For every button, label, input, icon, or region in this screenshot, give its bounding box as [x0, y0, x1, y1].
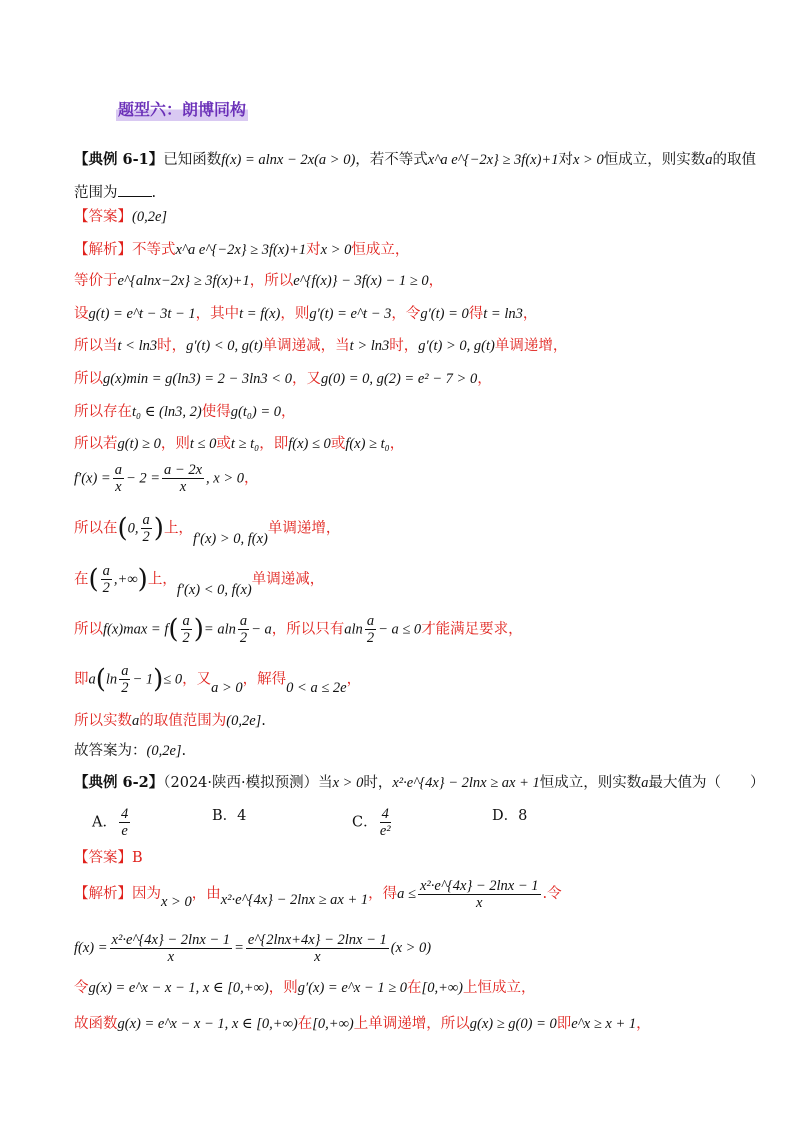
answer-blank	[118, 184, 152, 197]
analysis-step-13: 所以实数a的取值范围为(0,2e].	[74, 713, 266, 729]
analysis-step-12: 即a(ln $\frac{a}{2}$ − 1)≤ 0，又a > 0，解得0 < a ≤ 2e，	[74, 663, 362, 696]
example-6-1-stem: 【典例 6-1】已知函数f(x) = alnx − 2x(a > 0)，若不等式x^a e^{−2x} ≥ 3f(x)+1对x > 0恒成立，则实数a的取值	[74, 151, 756, 168]
answer-value: B	[132, 850, 143, 866]
analysis-step-2: 等价于e^{alnx−2x} ≥ 3f(x)+1，所以e^{f(x)} − 3f(x) − 1 ≥ 0，	[74, 273, 444, 289]
analysis-2-step-4: 故函数g(x) = e^x − x − 1, x ∈ [0,+∞)在[0,+∞)上单调递增，所以g(x) ≥ g(0) = 0即e^x ≥ x + 1，	[74, 1016, 651, 1032]
analysis-2-step-3: 令g(x) = e^x − x − 1, x ∈ [0,+∞)，则g′(x) = e^x − 1 ≥ 0在[0,+∞)上恒成立，	[74, 980, 536, 996]
example-6-2-stem: 【典例 6-2】（2024·陕西·模拟预测）当x > 0时，x²·e^{4x} − 2lnx ≥ ax + 1恒成立，则实数a最大值为（ ）	[74, 774, 765, 791]
analysis-step-6: 所以存在t₀ ∈ (ln3, 2)使得g(t₀) = 0，	[74, 404, 296, 420]
analysis-step-11: 所以f(x)max = f( $\frac{a}{2}$ )= aln $\frac{a}{2}$ − a，所以只有aln $\frac{a}{2}$ − a ≤ 0才能满足要求，	[74, 613, 523, 646]
analysis-step-3: 设g(t) = e^t − 3t − 1，其中t = f(x)，则g′(t) = e^t − 3，令g′(t) = 0得t = ln3，	[74, 306, 538, 322]
section-heading: 题型六：朗博同构	[116, 96, 248, 121]
example-6-1-stem-line2: 范围为 .	[74, 185, 157, 201]
answer-tag: 【答案】	[74, 209, 132, 225]
answer-line	[74, 207, 740, 227]
option-a[interactable]: A． $\frac{4}{e}$	[92, 806, 129, 839]
final-answer-line: 故答案为：(0,2e].	[74, 743, 187, 759]
analysis-step-4: 所以当t < ln3时，g′(t) < 0, g(t)单调递减，当t > ln3时，g′(t) > 0, g(t)单调递增，	[74, 338, 568, 354]
analysis-step-5: 所以g(x)min = g(ln3) = 2 − 3ln3 < 0，又g(0) = 0, g(2) = e² − 7 > 0，	[74, 371, 492, 387]
analysis-2-step-2: f(x) = $\frac{\text{x²·e\textasciicircum{}\{4x\} − 2lnx − 1}}{x}$ = $\frac{e\^{}\{2\ln x+4x\} - 2\ln x - 1}{x}$ (x > 0)	[74, 931, 432, 965]
example-tag: 【典例 6-1】	[74, 151, 164, 168]
analysis-2-step-1: 【解析】因为x > 0，由x²·e^{4x} − 2lnx ≥ ax + 1，得a ≤ $\frac{\text{x²·e\textasciicircum{}\{4x\} − 2lnx − 1}}{x}$ .令	[74, 877, 562, 911]
inequality: x^a e^{−2x} ≥ 3f(x)+1	[427, 152, 559, 168]
analysis-step-8: f′(x) = $\frac{a}{x}$ − 2 = $\frac{a - 2x}{x}$ , x > 0，	[74, 462, 259, 495]
function-def: f(x) = alnx − 2x(a > 0)	[221, 152, 356, 168]
analysis-step-7: 所以若g(t) ≥ 0，则t ≤ 0或t ≥ t₀，即f(x) ≤ 0或f(x) ≥ t₀，	[74, 436, 405, 452]
example-tag: 【典例 6-2】	[74, 774, 164, 791]
option-d[interactable]: D．8	[492, 808, 528, 824]
analysis-step-9: 所以在(0, $\frac{a}{2}$ )上，f′(x) > 0, f(x)单调递增，	[74, 512, 341, 547]
analysis-step-10: 在( $\frac{a}{2}$ ,+∞)上，f′(x) < 0, f(x)单调递减，	[74, 563, 325, 598]
inequality: x²·e^{4x} − 2lnx ≥ ax + 1	[392, 775, 540, 791]
answer-line-2: 【答案】B	[74, 850, 143, 866]
option-b[interactable]: B．4	[212, 808, 247, 824]
analysis-step-1: 【解析】不等式x^a e^{−2x} ≥ 3f(x)+1对x > 0恒成立，	[74, 242, 410, 258]
option-c[interactable]: C． $\frac{4}{\text{e²}}$	[352, 806, 391, 839]
answer-value: (0,2e]	[132, 209, 168, 225]
